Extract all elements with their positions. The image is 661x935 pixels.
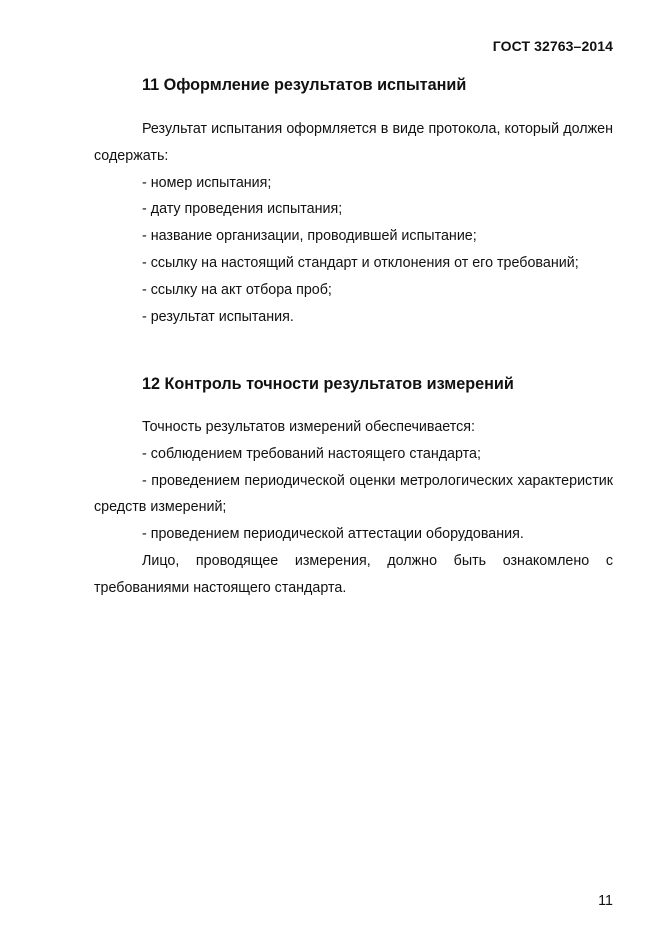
section-11-title: 11 Оформление результатов испытаний bbox=[142, 76, 467, 94]
list-item: - соблюдением требований настоящего стандарта; bbox=[142, 445, 481, 462]
section-12-body bbox=[94, 414, 613, 602]
list-item: - ссылку на акт отбора проб; bbox=[142, 281, 332, 298]
page-number: 11 bbox=[598, 893, 613, 909]
section-12-closing: Лицо, проводящее измерения, должно быть ознакомлено с требованиями настоящего стандарта. bbox=[94, 552, 613, 596]
list-item: - название организации, проводившей испытание; bbox=[142, 228, 477, 245]
section-11-intro: Результат испытания оформляется в виде протокола, который должен содержать: bbox=[94, 121, 613, 164]
list-item: - номер испытания; bbox=[142, 174, 272, 191]
section-11-body bbox=[94, 116, 613, 330]
list-item: - проведением периодической аттестации оборудования. bbox=[142, 526, 524, 543]
list-item: - ссылку на настоящий стандарт и отклонения от его требований; bbox=[142, 254, 579, 271]
list-item: - результат испытания. bbox=[142, 308, 294, 325]
list-item: - дату проведения испытания; bbox=[142, 201, 343, 218]
document-code: ГОСТ 32763–2014 bbox=[492, 38, 613, 54]
section-12-title: 12 Контроль точности результатов измерений bbox=[142, 375, 514, 393]
section-12-intro: Точность результатов измерений обеспечивается: bbox=[142, 419, 475, 435]
list-item: - проведением периодической оценки метрологических характеристик средств измерений; bbox=[94, 472, 613, 516]
